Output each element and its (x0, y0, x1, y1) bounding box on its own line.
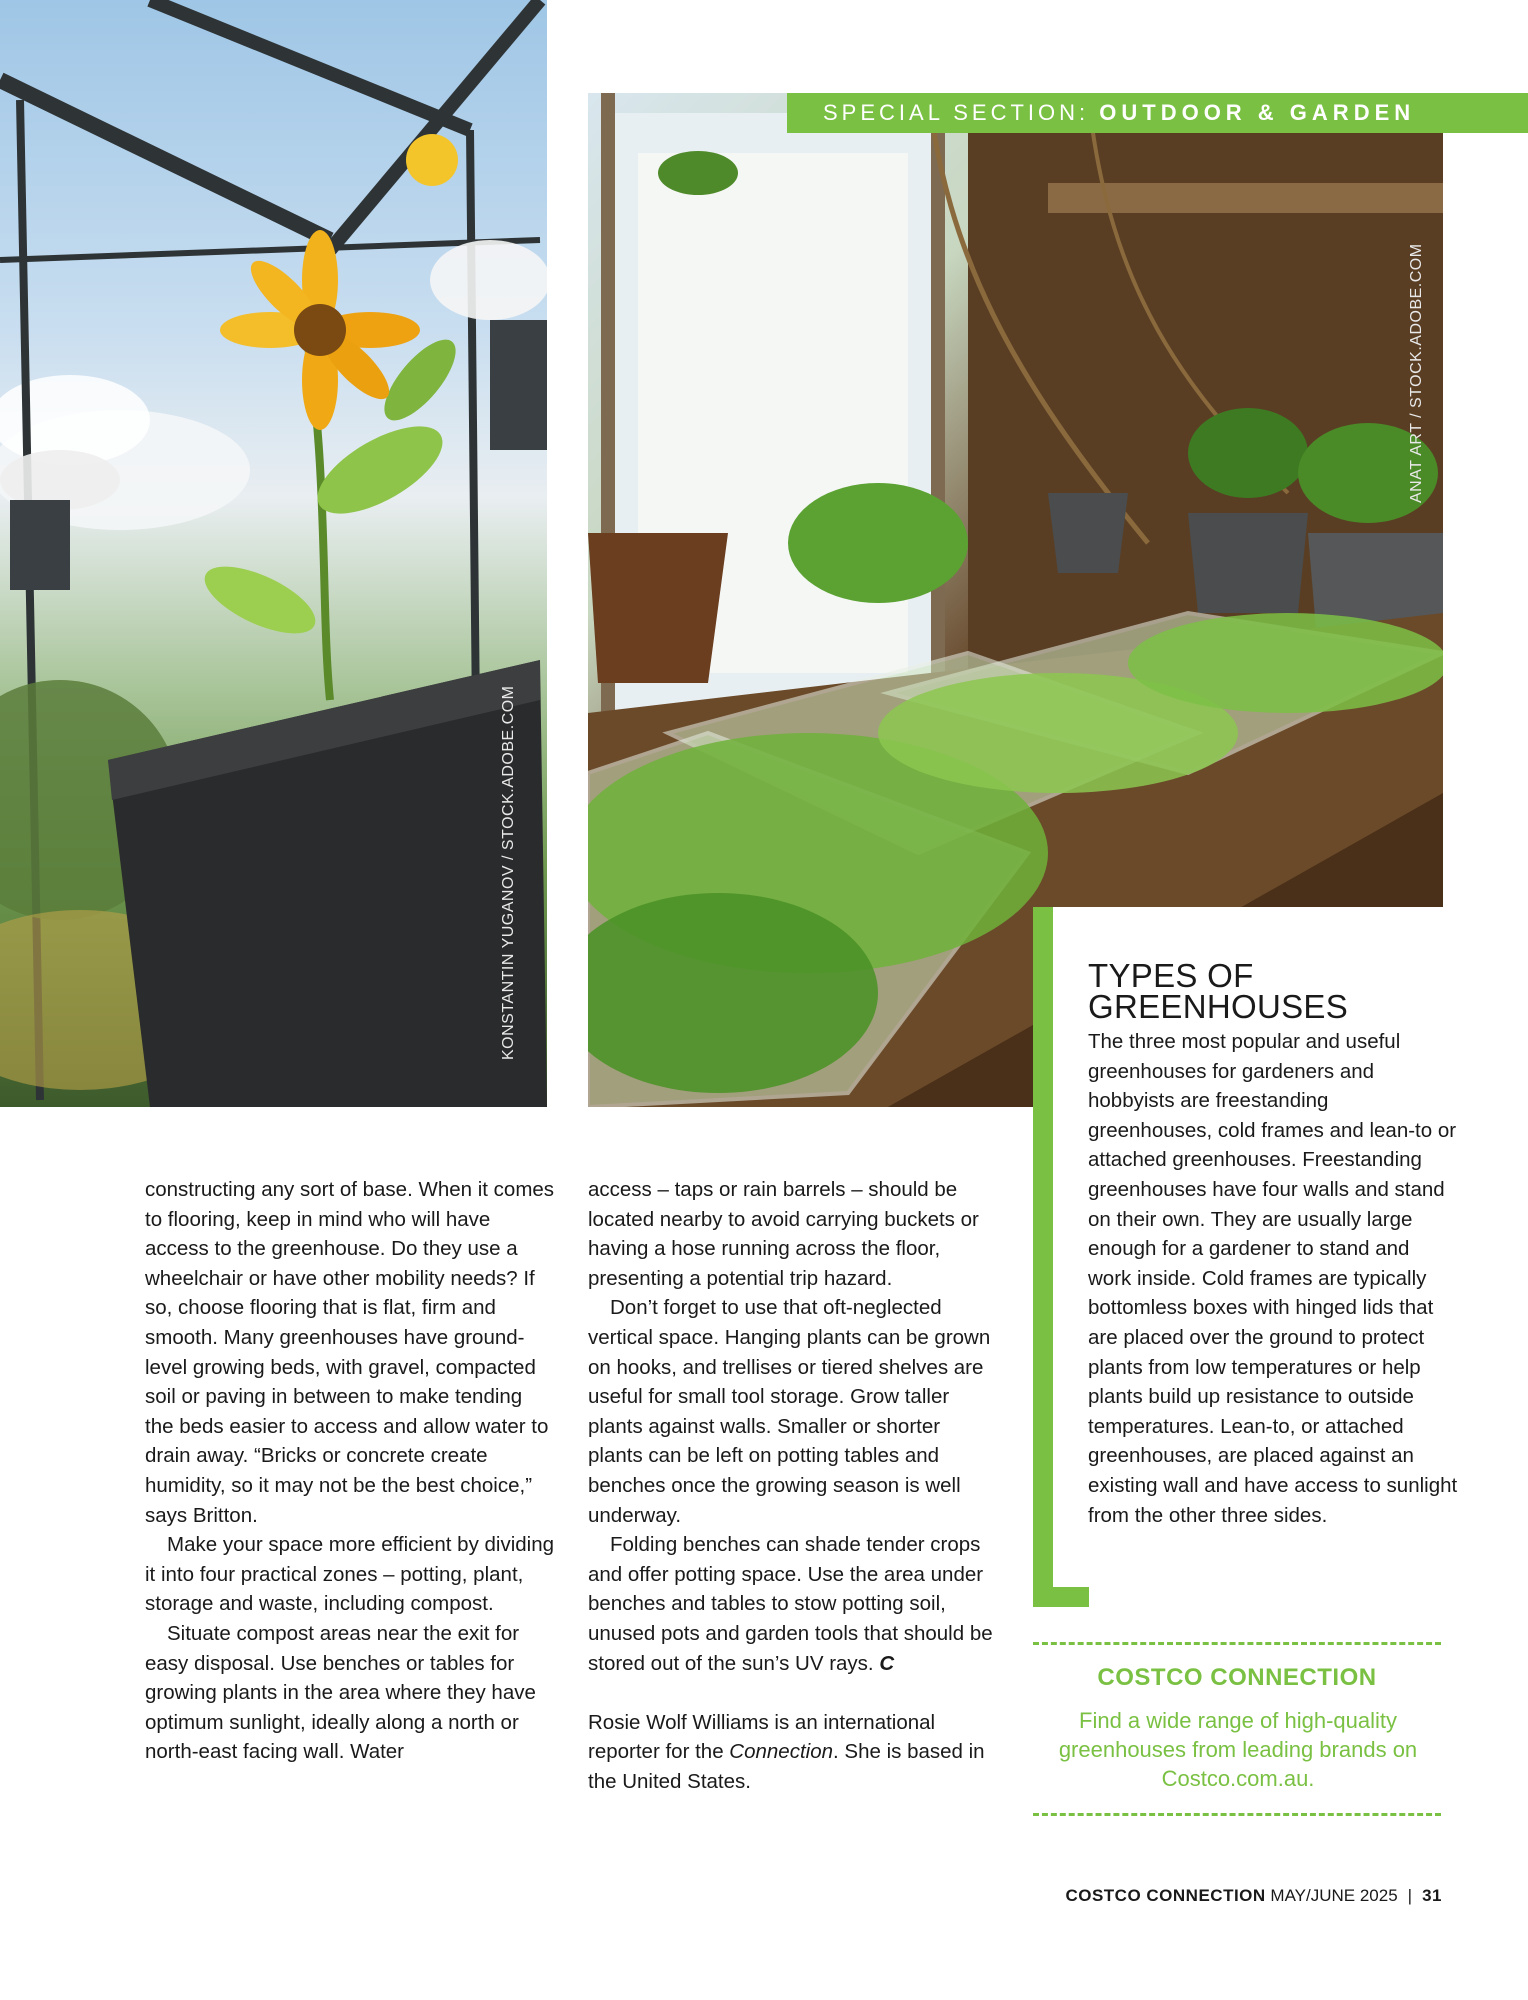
footer-issue: MAY/JUNE 2025 (1270, 1886, 1398, 1905)
photo-credit-left: KONSTANTIN YUGANOV / STOCK.ADOBE.COM (500, 685, 517, 1060)
footer-separator: | (1407, 1886, 1413, 1905)
article-paragraph: Make your space more efficient by dividing it into four practical zones – potting, plant, storage and waste, including compost. (145, 1533, 555, 1616)
page-footer (1040, 1886, 1442, 1906)
author-bio (588, 1708, 998, 1797)
article-paragraph: Situate compost areas near the exit for easy disposal. Use benches or tables for growing plants in the area where they have optimum sunlight, ideally along a north or north-east facing wall. Water (145, 1621, 536, 1764)
greenhouse-flower-photo (0, 0, 547, 1107)
photo-credit-right: ANAT ART / STOCK.ADOBE.COM (1408, 243, 1425, 503)
article-paragraph: Folding benches can shade tender crops and offer potting space. Use the area under benches and tables to stow potting soil, unused pots and garden tools that should be stored out of the sun’s UV rays. (588, 1533, 993, 1675)
costco-connection-body[interactable]: Find a wide range of high-quality greenhouses from leading brands on Costco.com.au. (1058, 1708, 1418, 1791)
bio-text-pre: Rosie Wolf Williams is an international reporter for the (588, 1710, 936, 1764)
section-label: SPECIAL SECTION: (823, 100, 1100, 125)
costco-connection-title: COSTCO CONNECTION (1097, 1664, 1377, 1691)
section-banner (787, 93, 1528, 133)
end-mark-icon: C (879, 1651, 895, 1675)
page-number: 31 (1422, 1886, 1442, 1905)
sidebar-body: The three most popular and useful greenhouses for gardeners and hobbyists are freestanding greenhouses, cold frames and lean-to or attached greenhouses. Freestanding greenhouses have four walls and stand on their own. They are usually large enough for a gardener to stand and work inside. Cold frames are typically bottomless boxes with hinged lids that are placed over the ground to protect plants from low temperatures or help plants build up resistance to outside temperatures. Lean-to, or attached greenhouses, are placed against an existing wall and have access to sunlight from the other three sides. (1088, 1030, 1458, 1527)
sidebar-title-line2: GREENHOUSES (1088, 988, 1349, 1025)
section-name: OUTDOOR & GARDEN (1099, 100, 1416, 125)
footer-brand: COSTCO CONNECTION (1065, 1886, 1266, 1905)
greenhouse-flower-illustration (0, 0, 547, 1107)
box-top-divider (1033, 1642, 1441, 1645)
bio-text-post: . She is based in the United States. (588, 1740, 985, 1793)
article-paragraph: constructing any sort of base. When it comes to flooring, keep in mind who will have access to the greenhouse. Do they use a wheelchair or have other mobility needs? If so, choose flooring that is flat, firm and smooth. Many greenhouses have ground-level growing beds, with gravel, compacted soil or paving in between to make tending the beds easier to access and allow water to drain away. “Bricks or concrete create humidity, so it may not be the best choice,” says Britton. (145, 1178, 555, 1527)
bio-publication: Connection (729, 1740, 834, 1764)
sidebar-title-line1: TYPES OF (1088, 957, 1254, 994)
sidebar-title (1088, 957, 1428, 1025)
article-column-2 (588, 1175, 998, 1796)
article-paragraph: access – taps or rain barrels – should be located nearby to avoid carrying buckets or having a hose running across the floor, presenting a potential trip hazard. (588, 1178, 979, 1290)
article-paragraph: Don’t forget to use that oft-neglected vertical space. Hanging plants can be grown on hooks, and trellises or tiered shelves are useful for small tool storage. Grow taller plants against walls. Smaller or shorter plants can be left on potting tables and benches once the growing season is well underway. (588, 1296, 991, 1527)
article-column-1 (145, 1175, 555, 1767)
box-bottom-divider (1033, 1813, 1441, 1816)
